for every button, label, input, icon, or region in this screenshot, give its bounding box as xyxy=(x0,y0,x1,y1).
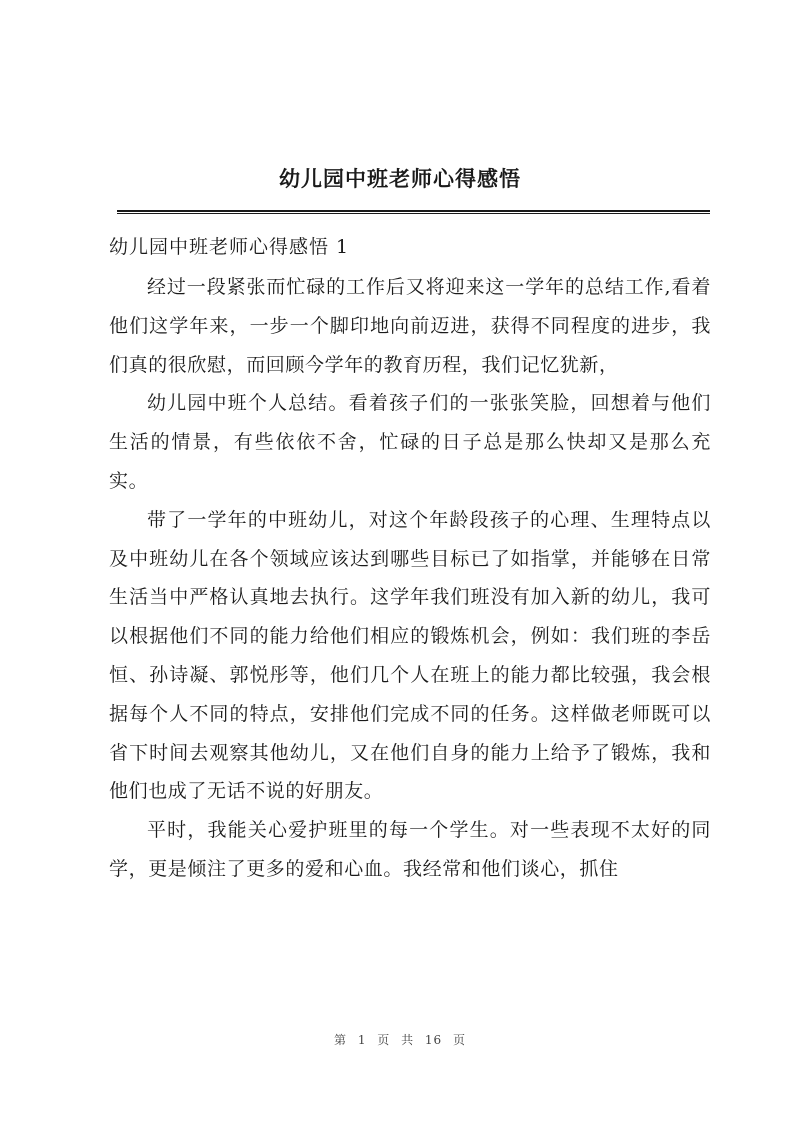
document-body xyxy=(109,268,711,889)
page-title: 幼儿园中班老师心得感悟 xyxy=(279,167,521,191)
section-heading: 幼儿园中班老师心得感悟 1 xyxy=(109,236,350,258)
paragraph: 带了一学年的中班幼儿，对这个年龄段孩子的心理、生理特点以及中班幼儿在各个领域应该达到哪些目标已了如指掌，并能够在日常生活当中严格认真地去执行。这学年我们班没有加入新的幼儿，我可以根据他们不同的能力给他们相应的锻炼机会，例如：我们班的李岳恒、孙诗凝、郭悦彤等，他们几个人在班上的能力都比较强，我会根据每个人不同的特点，安排他们完成不同的任务。这样做老师既可以省下时间去观察其他幼儿，又在他们自身的能力上给予了锻炼，我和他们也成了无话不说的好朋友。 xyxy=(109,508,711,803)
paragraph: 幼儿园中班个人总结。看着孩子们的一张张笑脸，回想着与他们生活的情景，有些依依不舍，忙碌的日子总是那么快却又是那么充实。 xyxy=(109,392,711,492)
paragraph: 经过一段紧张而忙碌的工作后又将迎来这一学年的总结工作,看着他们这学年来，一步一个脚印地向前迈进，获得不同程度的进步，我们真的很欣慰，而回顾今学年的教育历程，我们记忆犹新， xyxy=(109,276,711,376)
title-divider xyxy=(117,210,710,214)
paragraph: 平时，我能关心爱护班里的每一个学生。对一些表现不太好的同学，更是倾注了更多的爱和心血。我经常和他们谈心，抓住 xyxy=(109,819,711,880)
page-number-footer: 第 1 页 共 16 页 xyxy=(334,1033,466,1047)
